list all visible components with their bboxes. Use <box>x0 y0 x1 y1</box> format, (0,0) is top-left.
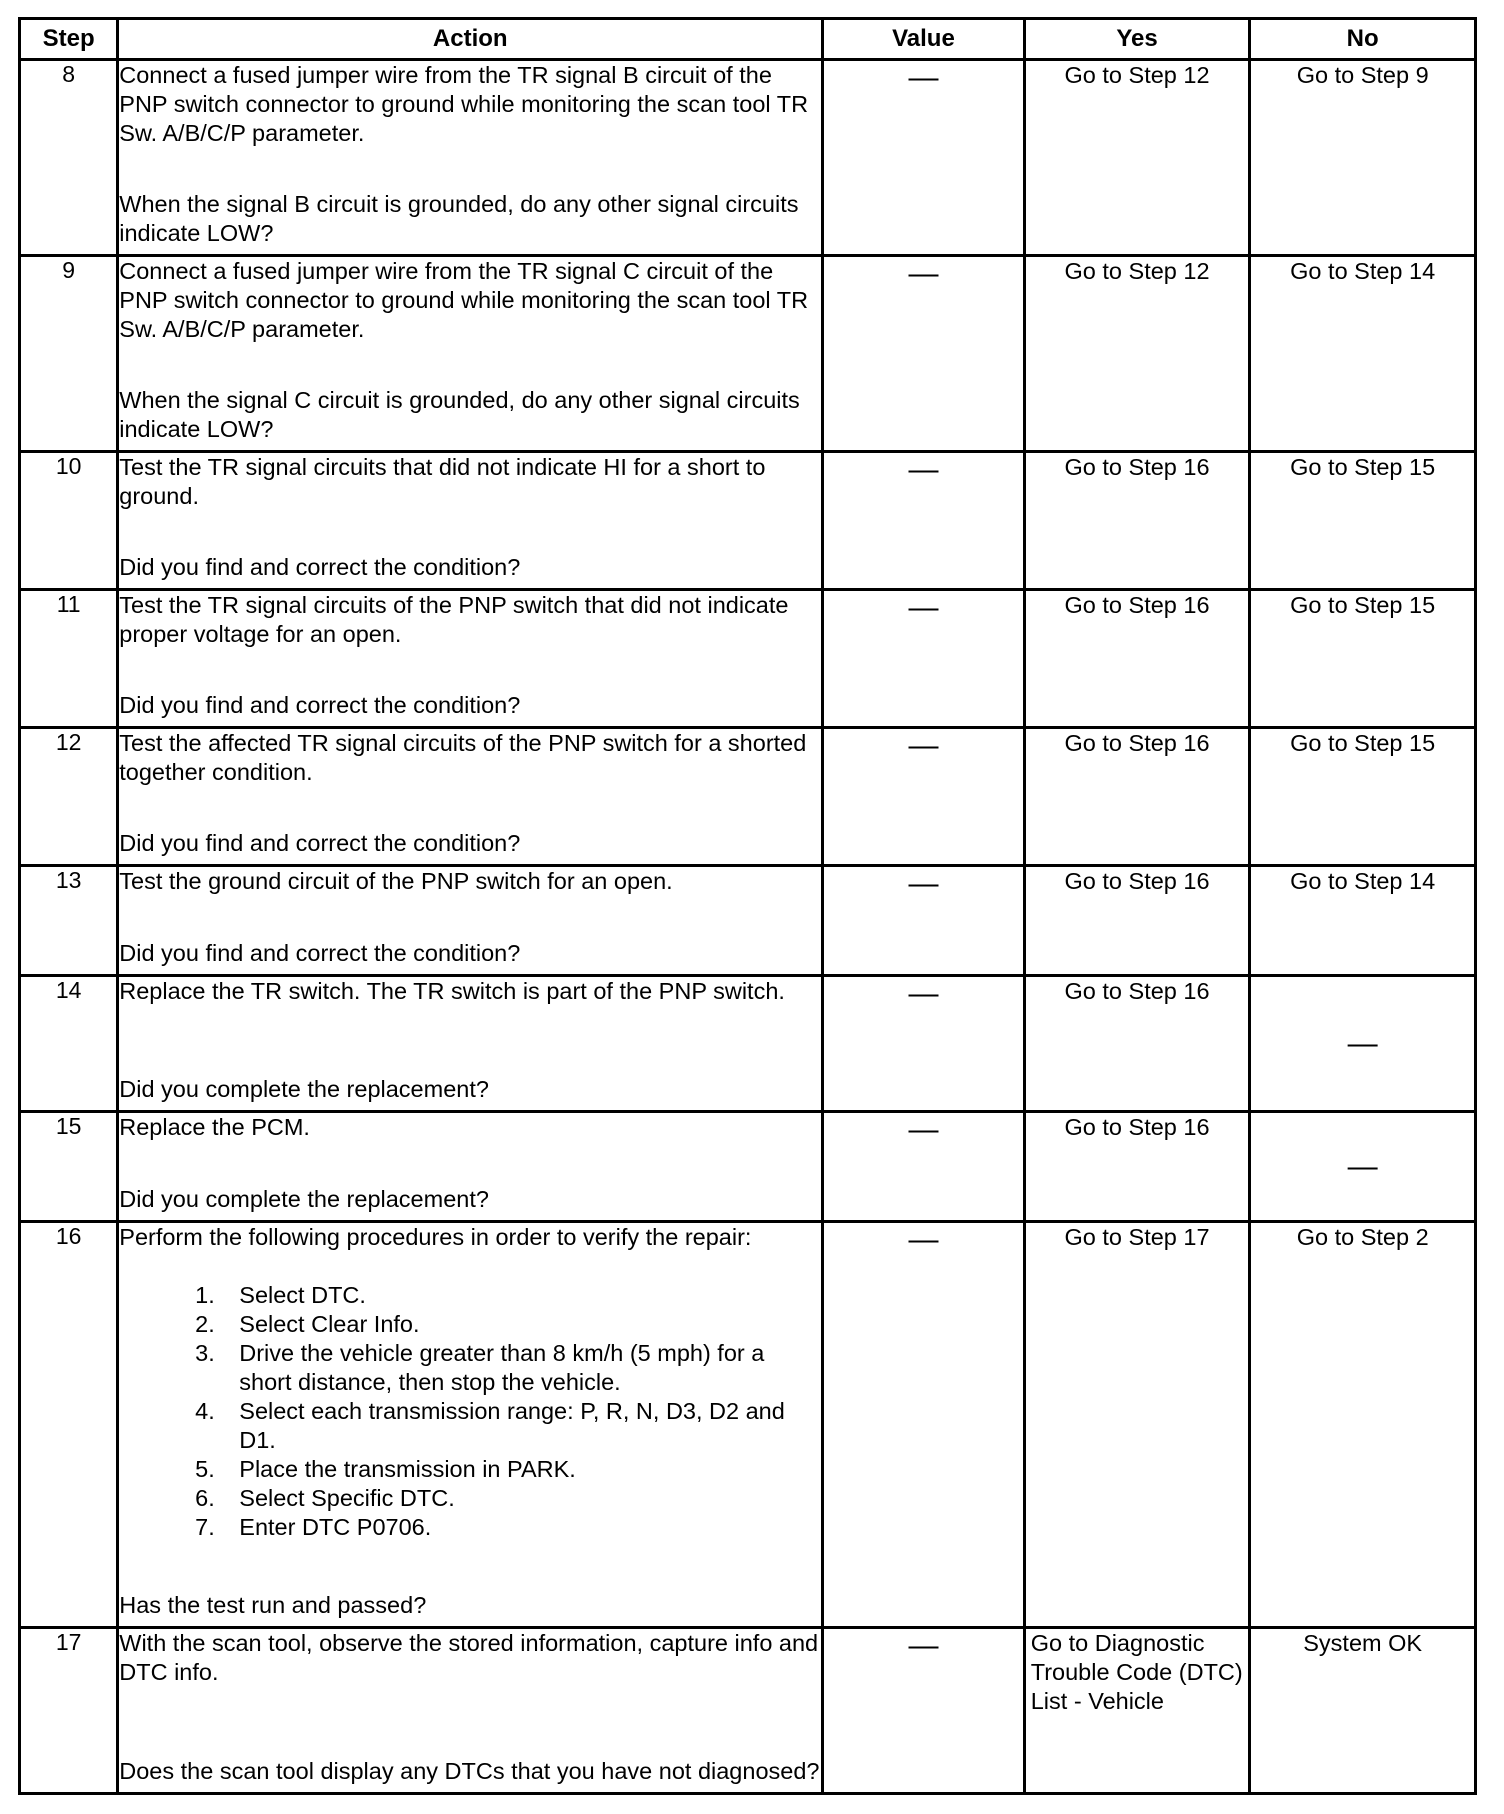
action-cell <box>118 452 823 590</box>
no-cell: Go to Step 15 <box>1250 452 1476 590</box>
yes-cell: Go to Step 16 <box>1024 866 1250 976</box>
value-cell: — <box>823 866 1025 976</box>
header-yes: Yes <box>1024 19 1250 60</box>
action-cell <box>118 728 823 866</box>
action-question: Does the scan tool display any DTCs that you have not diagnosed? <box>119 1758 820 1784</box>
value-cell: — <box>823 1112 1025 1222</box>
diagnostic-table <box>18 17 1477 1795</box>
action-question: Did you find and correct the condition? <box>119 554 521 580</box>
action-question: Has the test run and passed? <box>119 1592 427 1618</box>
action-cell <box>118 866 823 976</box>
action-question: Did you complete the replacement? <box>119 1186 489 1212</box>
step-number: 15 <box>20 1112 118 1222</box>
action-text: Test the TR signal circuits that did not indicate HI for a short to ground. <box>119 454 766 509</box>
table-row <box>20 1222 1476 1628</box>
table-row <box>20 866 1476 976</box>
step-number: 16 <box>20 1222 118 1628</box>
action-text: Replace the PCM. <box>119 1114 310 1140</box>
value-cell: — <box>823 976 1025 1112</box>
step-number: 10 <box>20 452 118 590</box>
step-number: 11 <box>20 590 118 728</box>
value-cell: — <box>823 590 1025 728</box>
header-value: Value <box>823 19 1025 60</box>
step-number: 17 <box>20 1628 118 1794</box>
action-question: When the signal C circuit is grounded, do any other signal circuits indicate LOW? <box>119 387 800 442</box>
header-row <box>20 19 1476 60</box>
no-cell: Go to Step 15 <box>1250 590 1476 728</box>
procedure-step: 7. Enter DTC P0706. <box>221 1513 821 1542</box>
procedure-step: 1. Select DTC. <box>221 1281 821 1310</box>
action-cell <box>118 256 823 452</box>
action-question: Did you complete the replacement? <box>119 1076 489 1102</box>
action-cell <box>118 976 823 1112</box>
procedure-list <box>119 1281 821 1542</box>
table-row <box>20 1112 1476 1222</box>
table-row <box>20 976 1476 1112</box>
value-cell: — <box>823 1222 1025 1628</box>
table-row <box>20 590 1476 728</box>
table-row <box>20 256 1476 452</box>
step-number: 14 <box>20 976 118 1112</box>
procedure-step: 3. Drive the vehicle greater than 8 km/h (5 mph) for a short distance, then stop the vehicle. <box>221 1339 821 1397</box>
header-step: Step <box>20 19 118 60</box>
no-cell: — <box>1250 1112 1476 1222</box>
value-cell: — <box>823 256 1025 452</box>
yes-cell: Go to Step 12 <box>1024 256 1250 452</box>
step-number: 12 <box>20 728 118 866</box>
action-text: Connect a fused jumper wire from the TR signal B circuit of the PNP switch connector to ground while monitoring the scan tool TR Sw. A/B/C/P parameter. <box>119 62 809 146</box>
header-action: Action <box>118 19 823 60</box>
action-text: Perform the following procedures in order to verify the repair: <box>119 1224 752 1250</box>
action-text: With the scan tool, observe the stored information, capture info and DTC info. <box>119 1630 819 1685</box>
yes-cell: Go to Step 16 <box>1024 976 1250 1112</box>
action-text: Test the TR signal circuits of the PNP switch that did not indicate proper voltage for an open. <box>119 592 789 647</box>
yes-cell: Go to Diagnostic Trouble Code (DTC) List - Vehicle <box>1024 1628 1250 1794</box>
procedure-step: 4. Select each transmission range: P, R, N, D3, D2 and D1. <box>221 1397 821 1455</box>
yes-cell: Go to Step 16 <box>1024 728 1250 866</box>
action-text: Replace the TR switch. The TR switch is part of the PNP switch. <box>119 978 785 1004</box>
value-cell: — <box>823 60 1025 256</box>
action-cell <box>118 1222 823 1628</box>
action-text: Test the affected TR signal circuits of the PNP switch for a shorted together condition. <box>119 730 807 785</box>
no-cell: Go to Step 2 <box>1250 1222 1476 1628</box>
procedure-step: 5. Place the transmission in PARK. <box>221 1455 821 1484</box>
table-row <box>20 452 1476 590</box>
table-row <box>20 60 1476 256</box>
no-cell: Go to Step 15 <box>1250 728 1476 866</box>
action-cell <box>118 60 823 256</box>
action-question: When the signal B circuit is grounded, do any other signal circuits indicate LOW? <box>119 191 799 246</box>
step-number: 8 <box>20 60 118 256</box>
no-cell: Go to Step 9 <box>1250 60 1476 256</box>
yes-cell: Go to Step 17 <box>1024 1222 1250 1628</box>
yes-cell: Go to Step 16 <box>1024 452 1250 590</box>
action-question: Did you find and correct the condition? <box>119 830 521 856</box>
action-text: Connect a fused jumper wire from the TR signal C circuit of the PNP switch connector to ground while monitoring the scan tool TR Sw. A/B/C/P parameter. <box>119 258 809 342</box>
action-cell <box>118 590 823 728</box>
action-question: Did you find and correct the condition? <box>119 940 521 966</box>
action-cell <box>118 1628 823 1794</box>
no-cell: Go to Step 14 <box>1250 866 1476 976</box>
yes-cell: Go to Step 16 <box>1024 1112 1250 1222</box>
step-number: 13 <box>20 866 118 976</box>
no-cell: System OK <box>1250 1628 1476 1794</box>
yes-cell: Go to Step 16 <box>1024 590 1250 728</box>
table-row <box>20 1628 1476 1794</box>
procedure-step: 6. Select Specific DTC. <box>221 1484 821 1513</box>
no-cell: Go to Step 14 <box>1250 256 1476 452</box>
step-number: 9 <box>20 256 118 452</box>
header-no: No <box>1250 19 1476 60</box>
procedure-step: 2. Select Clear Info. <box>221 1310 821 1339</box>
action-question: Did you find and correct the condition? <box>119 692 521 718</box>
value-cell: — <box>823 1628 1025 1794</box>
action-cell <box>118 1112 823 1222</box>
yes-cell: Go to Step 12 <box>1024 60 1250 256</box>
value-cell: — <box>823 452 1025 590</box>
table-row <box>20 728 1476 866</box>
value-cell: — <box>823 728 1025 866</box>
no-cell: — <box>1250 976 1476 1112</box>
action-text: Test the ground circuit of the PNP switch for an open. <box>119 868 673 894</box>
